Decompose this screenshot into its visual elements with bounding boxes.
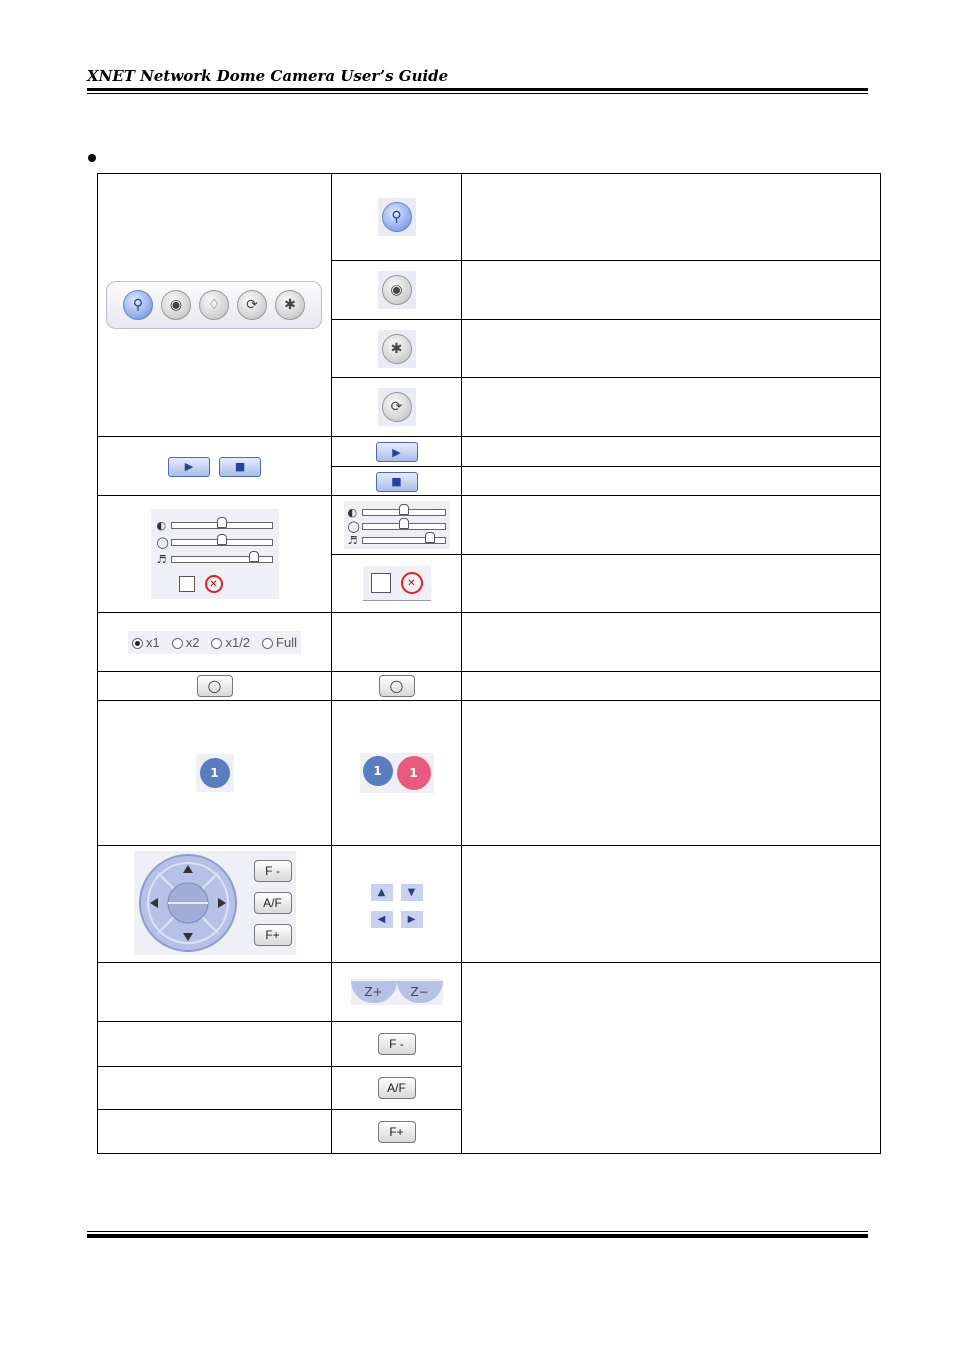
description-cell [462,555,881,613]
play-stop-cell [98,437,332,496]
volume-slider[interactable] [171,556,273,563]
light-cell [98,672,332,701]
description-cell [462,963,881,1154]
description-cell [462,174,881,261]
slider-thumb[interactable] [425,532,435,543]
contrast-slider[interactable] [362,523,446,530]
description-cell [462,437,881,467]
sliders-icon-cell [332,496,462,555]
sliders-cell [98,496,332,613]
wizard-icon-cell [332,320,462,378]
arrow-down-icon[interactable]: ▼ [401,884,423,901]
stop-icon-cell [332,467,462,496]
preset-number-icon[interactable]: 1 [200,758,230,788]
zoom-ratio-cell [98,613,332,672]
connect-icon[interactable]: ⚲ [123,290,153,320]
description-cell [462,378,881,437]
stop-icon[interactable]: ■ [219,457,261,477]
volume-slider[interactable] [362,537,446,544]
mute-icon: ✕ [205,575,223,593]
arrow-up-icon[interactable]: ▲ [371,884,393,901]
zoom-buttons-cell [332,963,462,1022]
ptz-arrows-cell [332,846,462,963]
radio-option-full[interactable]: Full [262,635,297,650]
arrow-right-icon[interactable]: ▶ [401,911,423,928]
slider-thumb[interactable] [217,517,227,528]
toolbar-panel [106,281,322,329]
empty-cell [332,613,462,672]
radio-button[interactable] [172,638,183,649]
mute-checkbox[interactable] [371,573,391,593]
auto-focus-button[interactable]: A/F [254,892,292,914]
wizard-icon[interactable]: ✱ [275,290,305,320]
empty-cell [98,963,332,1022]
focus-minus-button[interactable]: F - [254,860,292,882]
description-cell [462,672,881,701]
light-bulb-icon[interactable]: ◯ [379,675,415,697]
focus-plus-button[interactable]: F+ [254,924,292,946]
play-icon[interactable]: ▶ [168,457,210,477]
mute-icon-cell [332,555,462,613]
document-header-title: XNET Network Dome Camera User’s Guide [87,67,449,85]
camera-icon[interactable]: ◉ [161,290,191,320]
preset-number-icon[interactable]: 1 [363,756,393,786]
footer-rule-thin [87,1231,868,1232]
refresh-icon[interactable]: ⟳ [237,290,267,320]
wizard-icon[interactable]: ✱ [382,334,412,364]
zoom-ratio-group [128,631,301,654]
header-rule [87,88,868,91]
play-icon-cell [332,437,462,467]
preset-icon-cell [332,701,462,846]
focus-plus-cell [332,1110,462,1154]
slider-panel [151,509,279,600]
brightness-icon: ◐ [156,518,167,532]
focus-plus-button[interactable]: F+ [378,1121,416,1143]
light-icon-cell [332,672,462,701]
refresh-icon-cell [332,378,462,437]
description-cell [462,320,881,378]
slider-thumb[interactable] [217,534,227,545]
zoom-out-button[interactable]: Z− [397,981,443,1003]
slider-panel-small [344,501,450,549]
auto-focus-button[interactable]: A/F [378,1077,416,1099]
radio-button[interactable] [132,638,143,649]
bullet-point [88,154,96,162]
slider-thumb[interactable] [399,518,409,529]
description-cell [462,613,881,672]
description-cell [462,496,881,555]
brightness-slider[interactable] [171,522,273,529]
light-bulb-icon[interactable]: ◯ [197,675,233,697]
radio-option-x1-2[interactable]: x1/2 [211,635,250,650]
auto-focus-cell [332,1067,462,1110]
arrow-left-icon[interactable]: ◀ [371,911,393,928]
contrast-slider[interactable] [171,539,273,546]
header-rule-thin [87,93,868,94]
stop-icon[interactable]: ■ [376,472,418,492]
ptz-joystick[interactable] [138,853,238,953]
radio-option-x2[interactable]: x2 [172,635,200,650]
connect-icon-cell [332,174,462,261]
brightness-slider[interactable] [362,509,446,516]
radio-button[interactable] [211,638,222,649]
play-icon[interactable]: ▶ [376,442,418,462]
empty-cell [98,1022,332,1067]
preset-number-active-icon[interactable]: 1 [397,756,431,790]
connect-icon[interactable]: ⚲ [382,202,412,232]
description-cell [462,261,881,320]
description-cell [462,846,881,963]
camera-icon-cell [332,261,462,320]
empty-cell [98,1067,332,1110]
radio-option-x1[interactable]: x1 [132,635,160,650]
toolbar-cell [98,174,332,437]
radio-button[interactable] [262,638,273,649]
mute-checkbox[interactable] [179,576,195,592]
focus-minus-cell [332,1022,462,1067]
preset-cell [98,701,332,846]
light-bulb-icon: ◯ [156,535,169,549]
focus-minus-button[interactable]: F - [378,1033,416,1055]
alarm-icon[interactable]: ♢ [199,290,229,320]
footer-rule [87,1234,868,1238]
volume-icon: ♬ [347,533,358,547]
camera-icon[interactable]: ◉ [382,275,412,305]
description-cell [462,467,881,496]
refresh-icon[interactable]: ⟳ [382,392,412,422]
light-bulb-icon: ◯ [347,519,360,533]
zoom-in-button[interactable]: Z+ [351,981,397,1003]
controls-table [97,173,881,1154]
description-cell [462,701,881,846]
slider-thumb[interactable] [399,504,409,515]
slider-thumb[interactable] [249,551,259,562]
volume-icon: ♬ [156,552,167,566]
mute-icon: ✕ [401,572,423,594]
brightness-icon: ◐ [347,505,358,519]
ptz-cell [98,846,332,963]
empty-cell [98,1110,332,1154]
